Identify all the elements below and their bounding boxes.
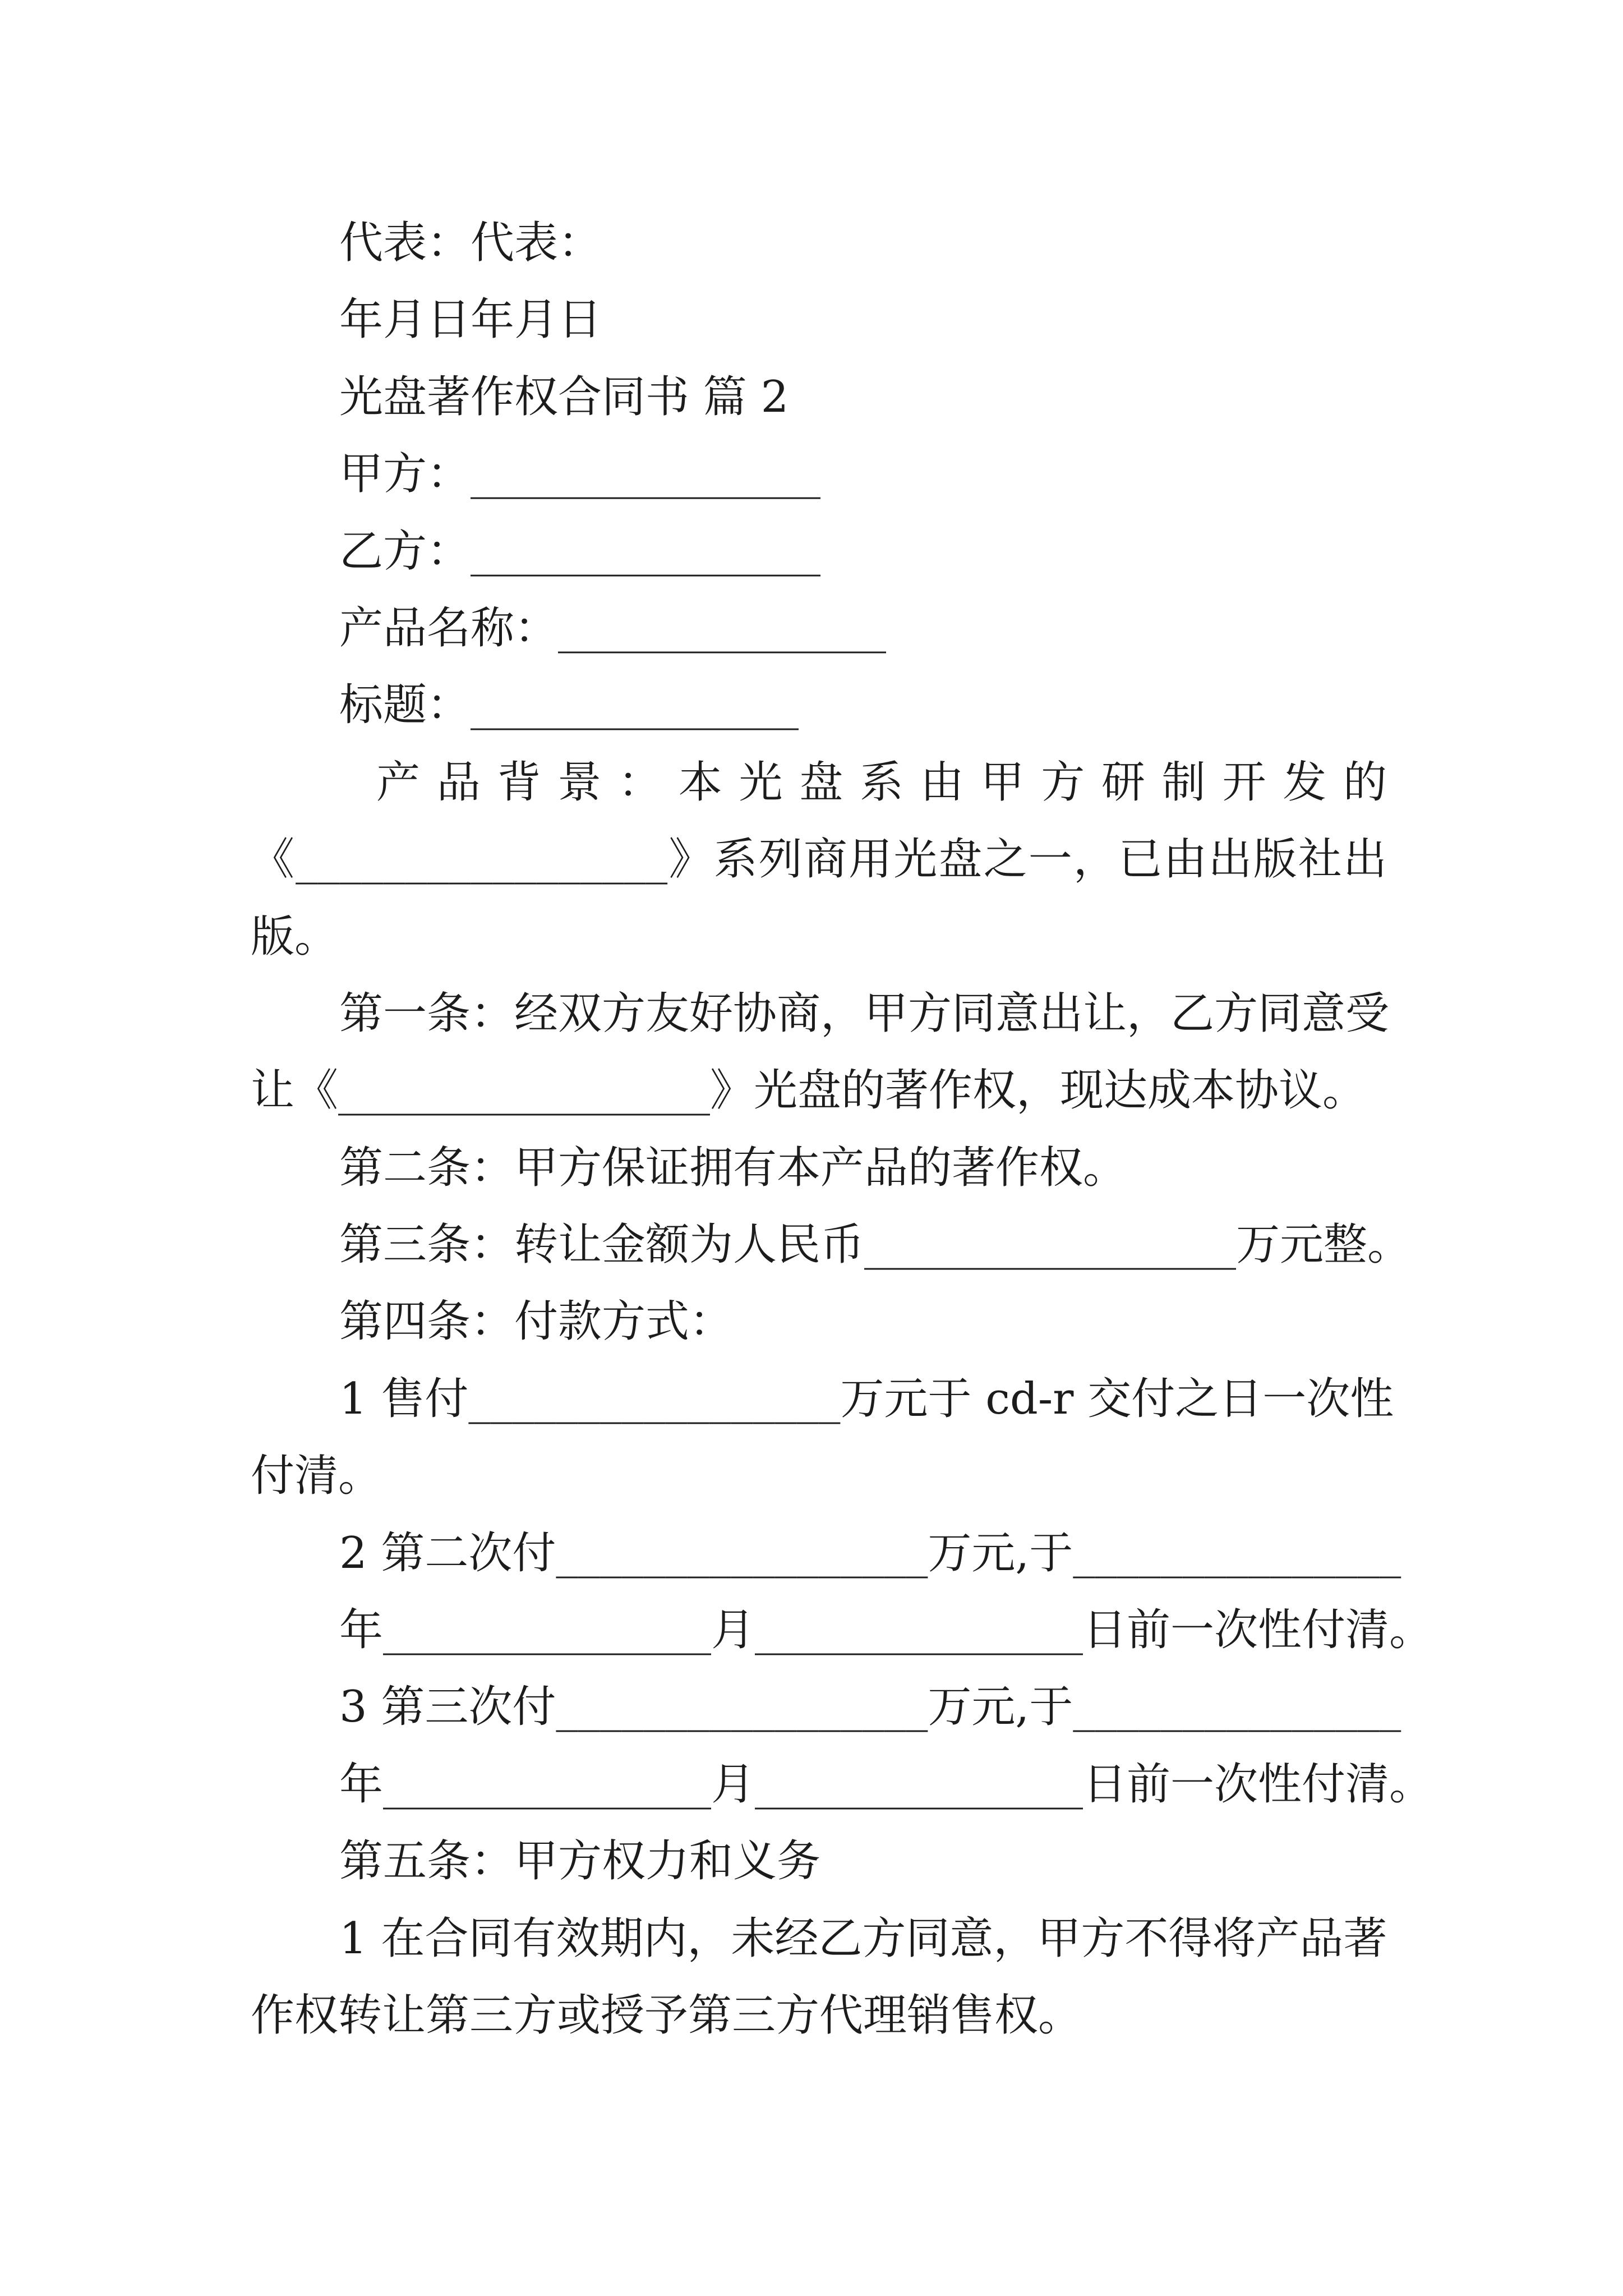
paragraph-line: 2 第二次付_________________万元,于_______________ xyxy=(339,1527,1401,1579)
heading-field: 标题：_______________ xyxy=(339,680,799,731)
article-3-paragraph xyxy=(251,1207,1412,1283)
paragraph-line: 第二条：甲方保证拥有本产品的著作权。 xyxy=(339,1142,1127,1193)
paragraph-line: 《_________________》系列商用光盘之一，已由出版社出 xyxy=(251,834,1387,885)
paragraph-line: 第一条：经双方友好协商，甲方同意出让，乙方同意受 xyxy=(339,988,1390,1039)
payment-2-paragraph xyxy=(251,1515,1433,1669)
article-2-paragraph xyxy=(251,1130,1387,1207)
paragraph-line: 付清。 xyxy=(251,1451,382,1502)
obligation-1-paragraph xyxy=(251,1901,1387,2055)
article-1-paragraph xyxy=(251,976,1390,1130)
signature-representatives: 代表：代表： xyxy=(339,218,602,268)
paragraph-line: 年_______________月_______________日前一次性付清。 xyxy=(339,1759,1433,1810)
paragraph-line: 第三条：转让金额为人民币_________________万元整。 xyxy=(339,1220,1412,1271)
paragraph-line: 年_______________月_______________日前一次性付清。 xyxy=(339,1605,1433,1656)
product-name-field: 产品名称：_______________ xyxy=(339,602,887,654)
contract-title xyxy=(251,359,1387,436)
paragraph-line: 1 在合同有效期内，未经乙方同意，甲方不得将产品著 xyxy=(339,1913,1387,1964)
header-fields xyxy=(251,436,1387,744)
signature-dates: 年月日年月日 xyxy=(339,295,602,346)
payment-3-paragraph xyxy=(251,1669,1433,1823)
article-5-paragraph xyxy=(251,1823,1387,1900)
paragraph-line: 第四条：付款方式： xyxy=(339,1296,734,1347)
paragraph-line: 产品背景：本光盘系由甲方研制开发的 xyxy=(376,757,1387,808)
article-4-paragraph xyxy=(251,1283,1387,1360)
product-background-paragraph xyxy=(251,744,1387,976)
party-a-field: 甲方：________________ xyxy=(339,449,821,500)
party-b-field: 乙方：________________ xyxy=(339,526,821,577)
contract-title-text: 光盘著作权合同书 篇 2 xyxy=(339,371,789,422)
paragraph-line: 版。 xyxy=(251,911,339,962)
paragraph-line: 第五条：甲方权力和义务 xyxy=(339,1836,821,1887)
signature-block xyxy=(251,205,1387,359)
paragraph-line: 1 售付_________________万元于 cd-r 交付之日一次性 xyxy=(339,1373,1394,1424)
document-body xyxy=(251,205,1433,2054)
payment-1-paragraph xyxy=(251,1361,1394,1515)
paragraph-line: 作权转让第三方或授予第三方代理销售权。 xyxy=(251,1990,1082,2041)
paragraph-line: 让《_________________》光盘的著作权，现达成本协议。 xyxy=(251,1065,1367,1116)
paragraph-line: 3 第三次付_________________万元,于_______________ xyxy=(339,1682,1401,1733)
